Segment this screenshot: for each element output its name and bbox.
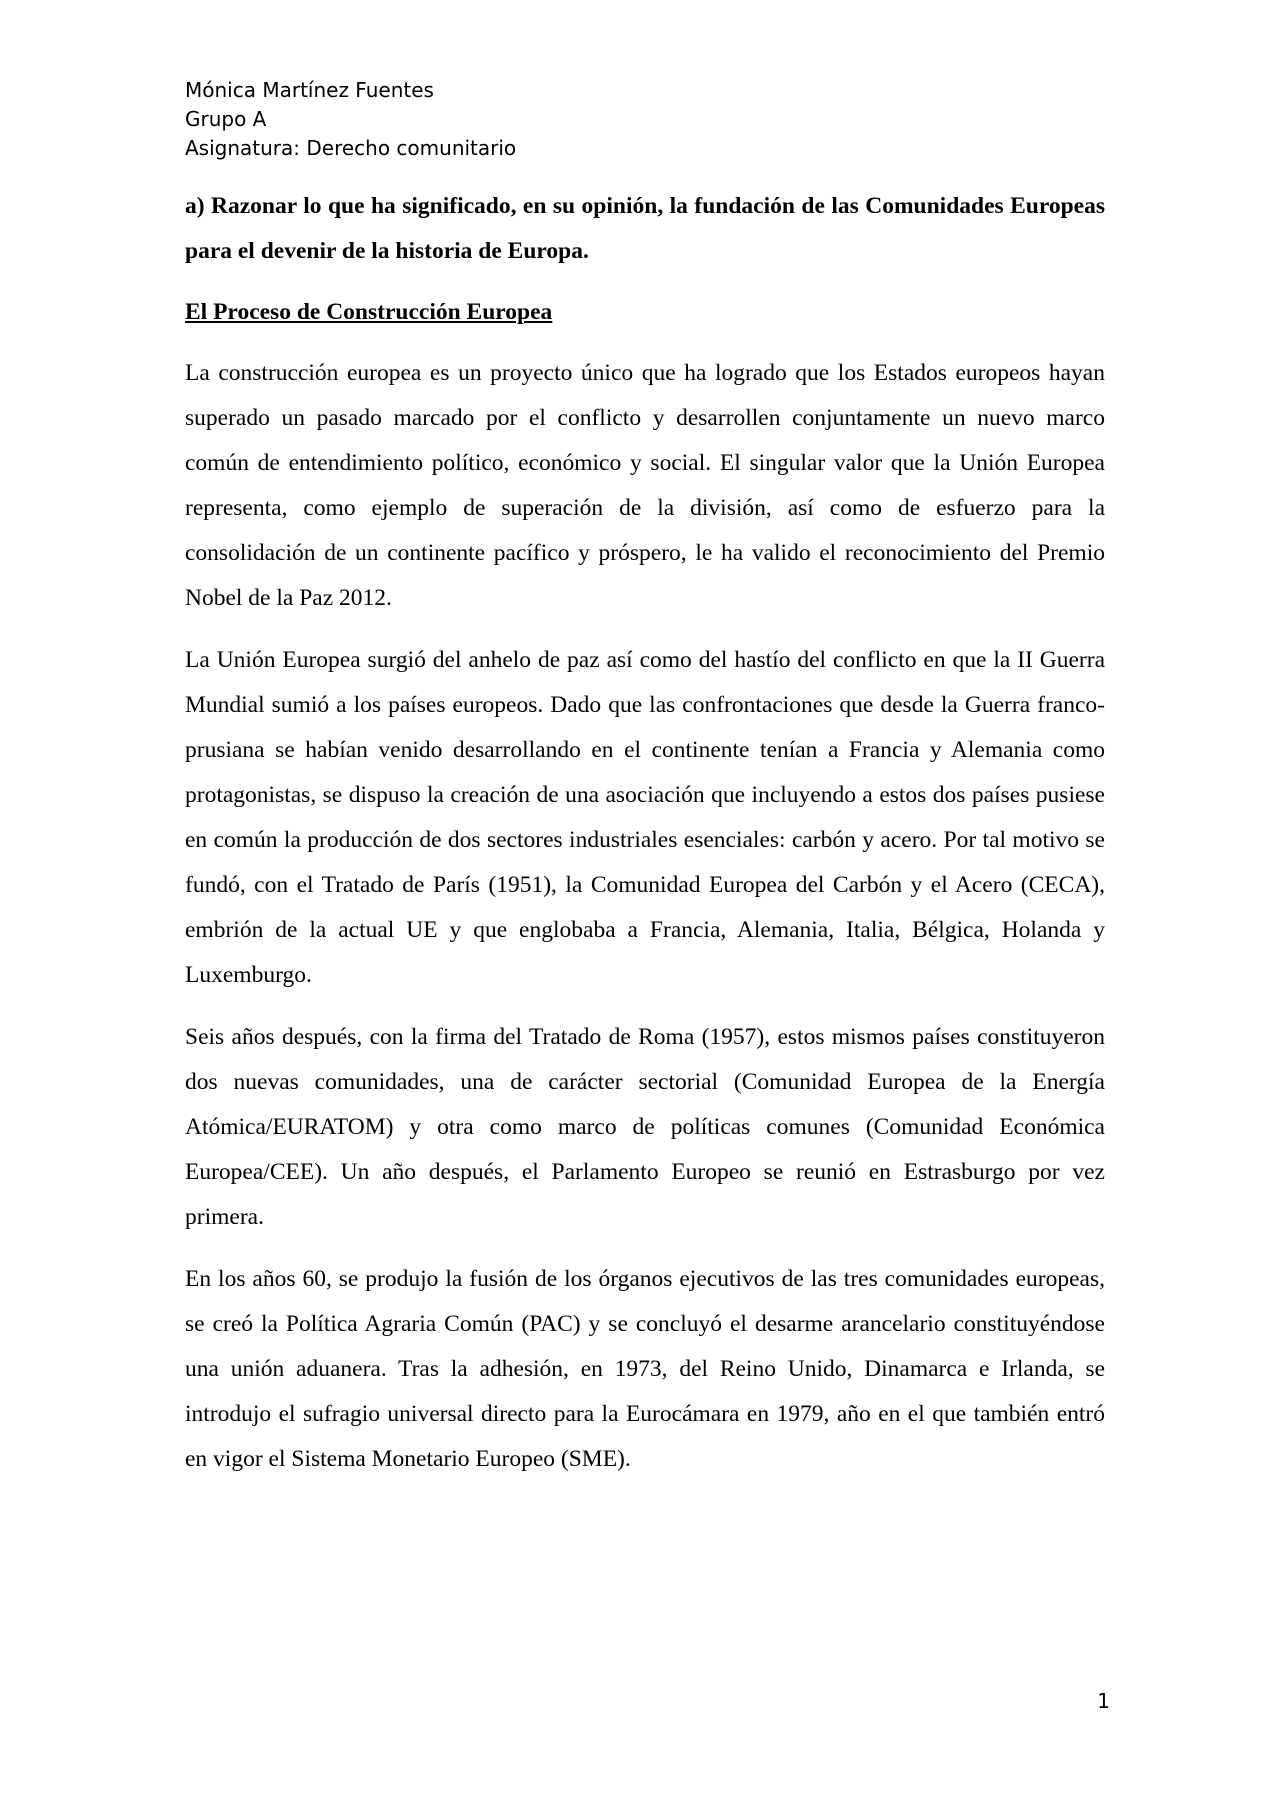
paragraph: En los años 60, se produjo la fusión de los órganos ejecutivos de las tres comunidades europeas, se creó la Política Agraria Común (PAC) y se concluyó el desarme arancelario constituyéndose una unión aduanera. Tras la adhesión, en 1973, del Reino Unido, Dinamarca e Irlanda, se introdujo el sufragio universal directo para la Eurocámara en 1979, año en el que también entró en vigor el Sistema Monetario Europeo (SME). bbox=[185, 1266, 1105, 1472]
paragraph: La construcción europea es un proyecto único que ha logrado que los Estados europeos hayan superado un pasado marcado por el conflicto y desarrollen conjuntamente un nuevo marco común de entendimiento político, económico y social. El singular valor que la Unión Europea representa, como ejemplo de superación de la división, así como de esfuerzo para la consolidación de un continente pacífico y próspero, le ha valido el reconocimiento del Premio Nobel de la Paz 2012. bbox=[185, 360, 1105, 611]
section-title: El Proceso de Construcción Europea bbox=[185, 299, 553, 325]
page-number: 1 bbox=[1097, 1689, 1110, 1713]
group-label: Grupo A bbox=[185, 107, 267, 131]
paragraph: La Unión Europea surgió del anhelo de paz así como del hastío del conflicto en que la II Guerra Mundial sumió a los países europeos. Dado que las confrontaciones que desde la Guerra franco-prusiana se habían venido desarrollando en el continente tenían a Francia y Alemania como protagonistas, se dispuso la creación de una asociación que incluyendo a estos dos países pusiese en común la producción de dos sectores industriales esenciales: carbón y acero. Por tal motivo se fundó, con el Tratado de París (1951), la Comunidad Europea del Carbón y el Acero (CECA), embrión de la actual UE y que englobaba a Francia, Alemania, Italia, Bélgica, Holanda y Luxemburgo. bbox=[185, 647, 1105, 988]
paragraph: Seis años después, con la firma del Tratado de Roma (1957), estos mismos países constituyeron dos nuevas comunidades, una de carácter sectorial (Comunidad Europea de la Energía Atómica/EURATOM) y otra como marco de políticas comunes (Comunidad Económica Europea/CEE). Un año después, el Parlamento Europeo se reunió en Estrasburgo por vez primera. bbox=[185, 1024, 1105, 1230]
document-body bbox=[185, 184, 1105, 1499]
subject-label: Asignatura: Derecho comunitario bbox=[185, 136, 517, 160]
document-header bbox=[185, 76, 1095, 163]
author-name: Mónica Martínez Fuentes bbox=[185, 78, 434, 102]
question-heading: a) Razonar lo que ha significado, en su opinión, la fundación de las Comunidades Europeas para el devenir de la historia de Europa. bbox=[185, 193, 1105, 264]
